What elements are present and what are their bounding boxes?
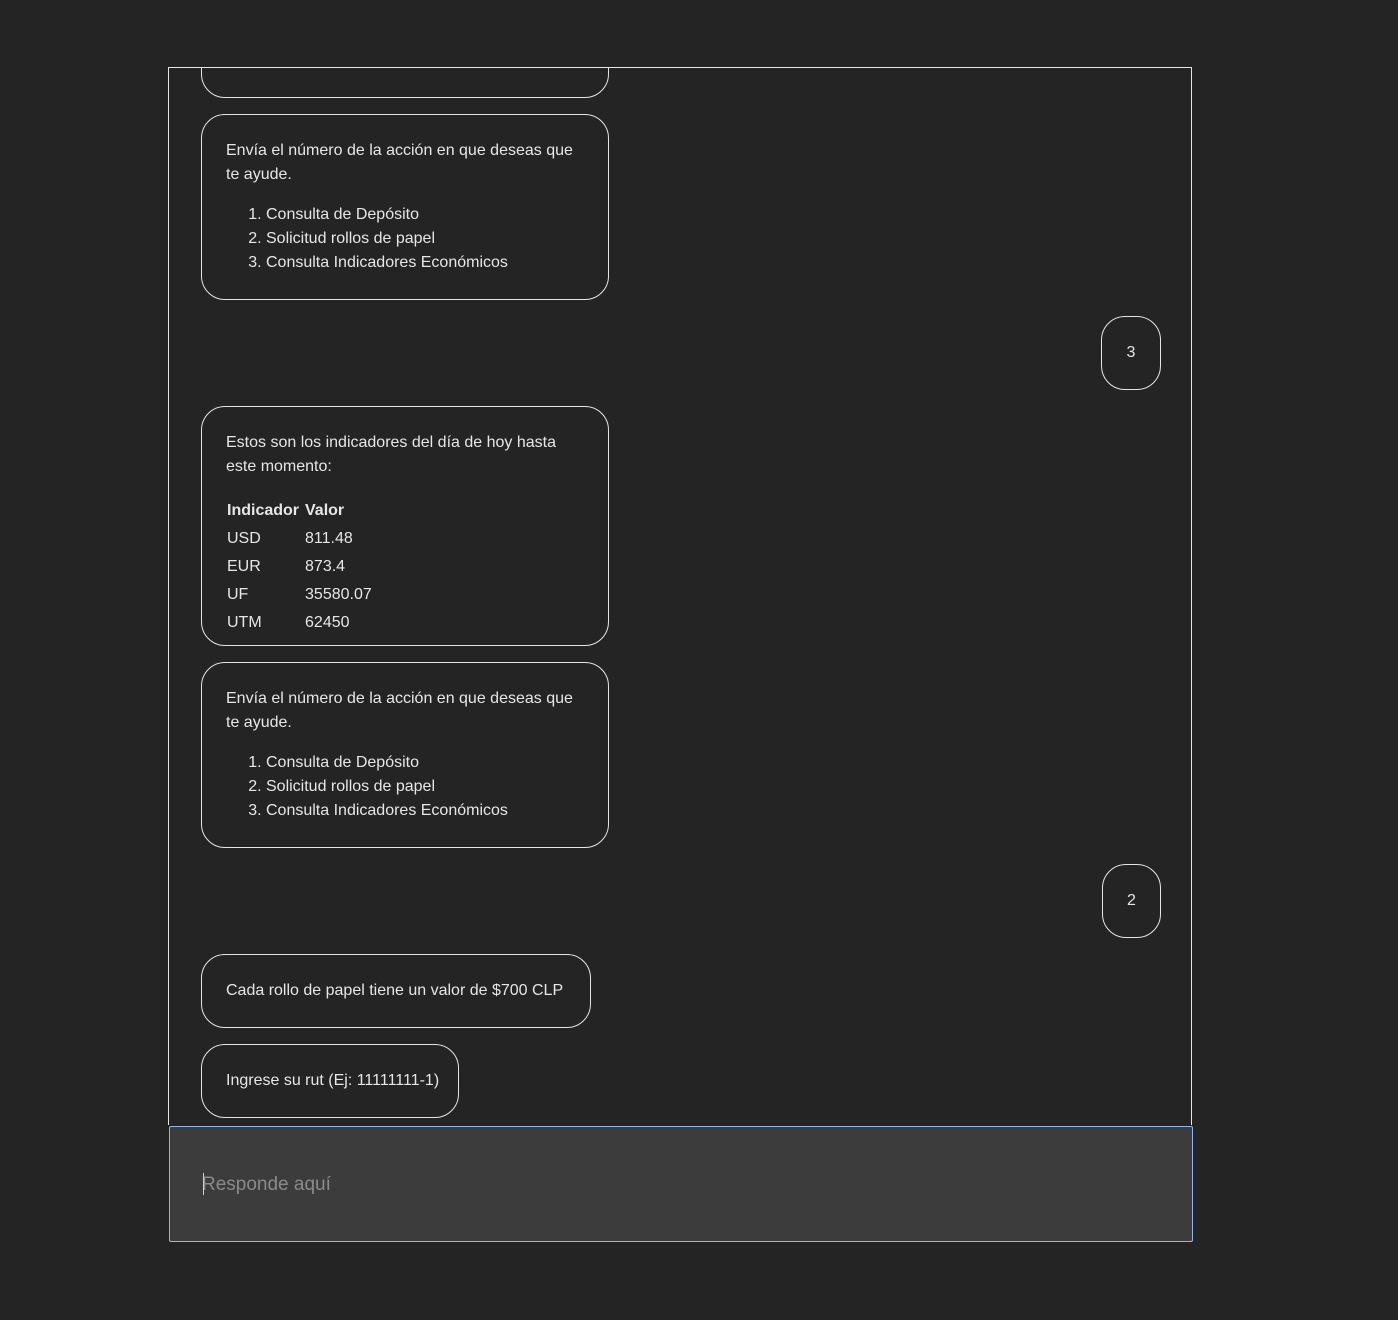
table-row: [225, 553, 376, 581]
bot-message-menu: [201, 114, 609, 300]
menu-prompt: Envía el número de la acción en que deseas que te ayude.: [226, 690, 573, 731]
menu-option: 1. Consulta de Depósito: [266, 751, 584, 775]
user-message: [1102, 864, 1161, 938]
menu-options-list: [226, 751, 584, 823]
indicator-name: EUR: [227, 558, 261, 575]
indicators-table: [225, 497, 376, 637]
chat-window[interactable]: [168, 67, 1192, 1125]
user-message: [1101, 316, 1161, 390]
menu-option: 3. Consulta Indicadores Económicos: [266, 799, 584, 823]
reply-input-bar[interactable]: [169, 1126, 1193, 1242]
indicator-value: 873.4: [305, 558, 346, 575]
menu-option: 2. Solicitud rollos de papel: [266, 775, 584, 799]
user-message-text: 3: [1126, 344, 1136, 361]
user-message-text: 2: [1127, 892, 1136, 909]
indicator-value: 811.48: [305, 530, 353, 547]
table-header-row: [225, 497, 376, 525]
bot-message-indicators: [201, 406, 609, 646]
reply-input[interactable]: [202, 1167, 1102, 1203]
menu-options-list: [226, 203, 584, 275]
table-row: [225, 609, 376, 637]
table-row: [225, 581, 376, 609]
menu-option: 3. Consulta Indicadores Económicos: [266, 251, 584, 275]
menu-option: 1. Consulta de Depósito: [266, 203, 584, 227]
indicator-value: 62450: [305, 614, 350, 631]
indicator-name: USD: [227, 530, 261, 547]
indicator-name: UF: [227, 586, 249, 603]
rut-prompt-text: Ingrese su rut (Ej: 11111111-1): [226, 1072, 440, 1089]
table-row: [225, 525, 376, 553]
bot-message-rut: [201, 1044, 459, 1118]
menu-prompt: Envía el número de la acción en que deseas que te ayude.: [226, 142, 573, 183]
column-header-valor: Valor: [305, 502, 345, 519]
column-header-indicador: Indicador: [227, 502, 300, 519]
indicator-value: 35580.07: [305, 586, 372, 603]
bot-message-menu: [201, 662, 609, 848]
bot-message-cutoff: [201, 67, 609, 98]
paper-price-text: Cada rollo de papel tiene un valor de $700 CLP: [226, 982, 564, 999]
text-caret: [203, 1173, 204, 1195]
menu-option: 2. Solicitud rollos de papel: [266, 227, 584, 251]
indicators-intro: Estos son los indicadores del día de hoy hasta este momento:: [226, 434, 556, 475]
indicator-name: UTM: [227, 614, 262, 631]
bot-message-price: [201, 954, 591, 1028]
